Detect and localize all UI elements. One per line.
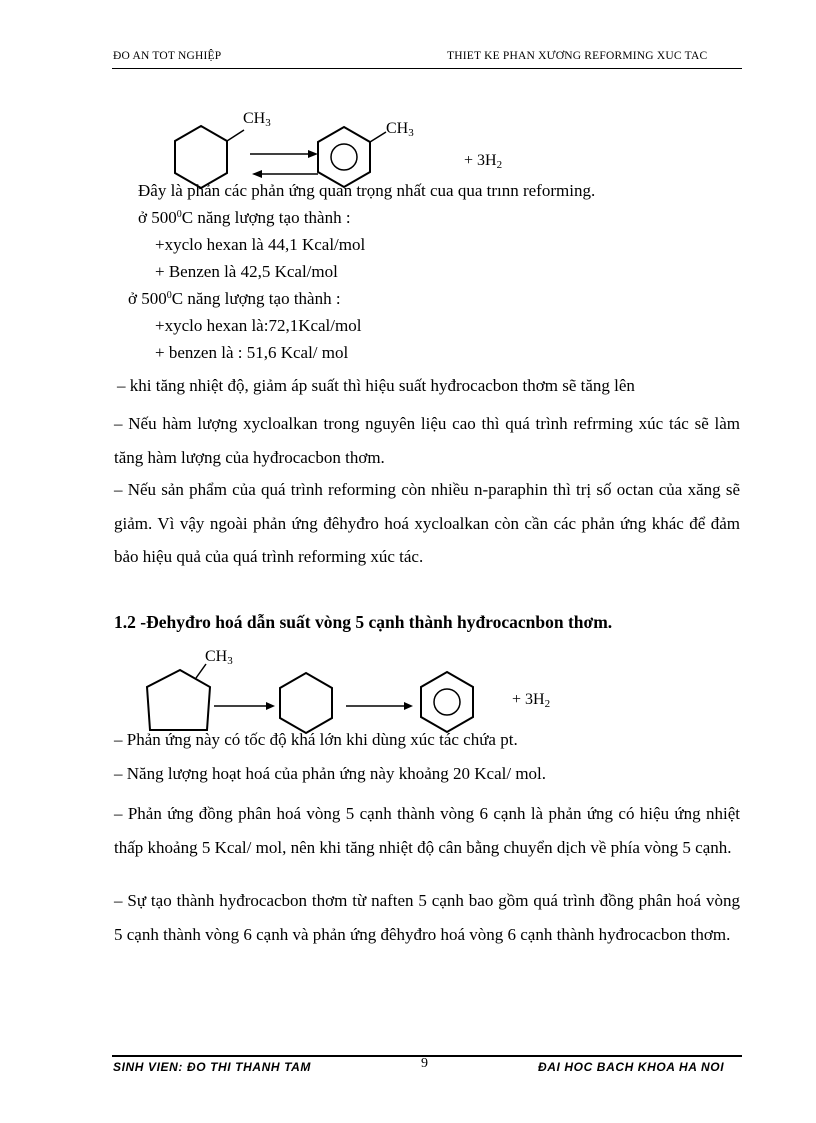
paragraph-5: – Phản ứng đồng phân hoá vòng 5 cạnh thành vòng 6 cạnh là phản ứng có hiệu ứng nhiệt thấp khoảng 5 Kcal/ mol, nên khi tăng nhiệt độ cân bằng chuyển dịch về phía vòng 5 cạnh.	[114, 804, 740, 857]
forward-arrowhead	[308, 150, 318, 158]
text-line-5: ở $500^0C$ năng lượng tạo thành :	[128, 289, 341, 308]
paragraph-6: – Sự tạo thành hyđrocacbon thơm từ naften 5 cạnh bao gồm quá trình đồng phân hoá vòng 5 cạnh thành vòng 6 cạnh và phản ứng đêhyđro hoá vòng 6 cạnh thành hyđrocacbon thơm.	[114, 891, 740, 944]
h2-product-1: + $3H_2$	[464, 152, 503, 171]
cyclohexane-ring	[175, 126, 227, 188]
ch3-label-3: $CH_3$	[205, 648, 233, 667]
paragraph-3: – Phản ứng này có tốc độ khá lớn khi dùng xúc tác chứa pt.	[114, 730, 518, 749]
reverse-arrowhead	[252, 170, 262, 178]
text-line-1: Đây là phản các phản ứng quan trọng nhất cua qua trınn reforming.	[138, 181, 596, 200]
arrowhead-1	[266, 702, 275, 710]
methyl-bond-2	[370, 132, 386, 142]
paragraph-4: – Năng lượng hoạt hoá của phản ứng này khoảng 20 Kcal/ mol.	[114, 764, 547, 783]
header-left: ĐO AN TOT NGHIỆP	[113, 50, 222, 62]
benzene-ring	[318, 127, 370, 187]
section-heading: 1.2 -Đehyđro hoá dẫn suất vòng 5 cạnh thành hyđrocacnbon thơm.	[114, 612, 613, 632]
paragraph-2: – Nếu sản phẩm của quá trình reforming còn nhiều n-paraphin thì trị số octan của xăng sẽ giảm. Vì vậy ngoài phản ứng đêhyđro hoá xycloalkan còn cần các phản ứng khác để đảm bảo hiệu quả của quá trình reforming xúc tác.	[114, 480, 740, 566]
text-line-2: ở $500^0C$ năng lượng tạo thành :	[138, 208, 351, 227]
text-line-8: – khi tăng nhiệt độ, giảm áp suất thì hiệu suất hyđrocacbon thơm sẽ tăng lên	[117, 376, 635, 395]
arrowhead-2	[404, 702, 413, 710]
footer-left: SINH VIEN: ĐO THI THANH TAM	[113, 1060, 311, 1074]
text-line-3: +xyclo hexan là 44,1 Kcal/mol	[155, 235, 366, 254]
ch3-label-1: $CH_3$	[243, 110, 271, 129]
text-line-6: +xyclo hexan là:72,1Kcal/mol	[155, 316, 362, 335]
text-line-7: + benzen là : 51,6 Kcal/ mol	[155, 343, 349, 362]
footer-right: ĐAI HOC BACH KHOA HA NOI	[538, 1060, 725, 1074]
aromatic-circle	[331, 144, 357, 170]
ch3-label-2: $CH_3$	[386, 120, 414, 139]
h2-product-2: + $3H_2$	[512, 691, 551, 710]
aromatic-circle-2	[434, 689, 460, 715]
header-right: THIET KE PHAN XƯƠNG REFORMING XUC TAC	[447, 50, 708, 62]
text-line-4: + Benzen là 42,5 Kcal/mol	[155, 262, 338, 281]
page-number: 9	[421, 1056, 429, 1071]
paragraph-1: – Nếu hàm lượng xycloalkan trong nguyên liệu cao thì quá trình refrming xúc tác sẽ làm tăng hàm lượng của hyđrocacbon thơm.	[114, 414, 740, 467]
methyl-bond	[227, 130, 244, 141]
cyclopentane-ring	[147, 670, 210, 730]
